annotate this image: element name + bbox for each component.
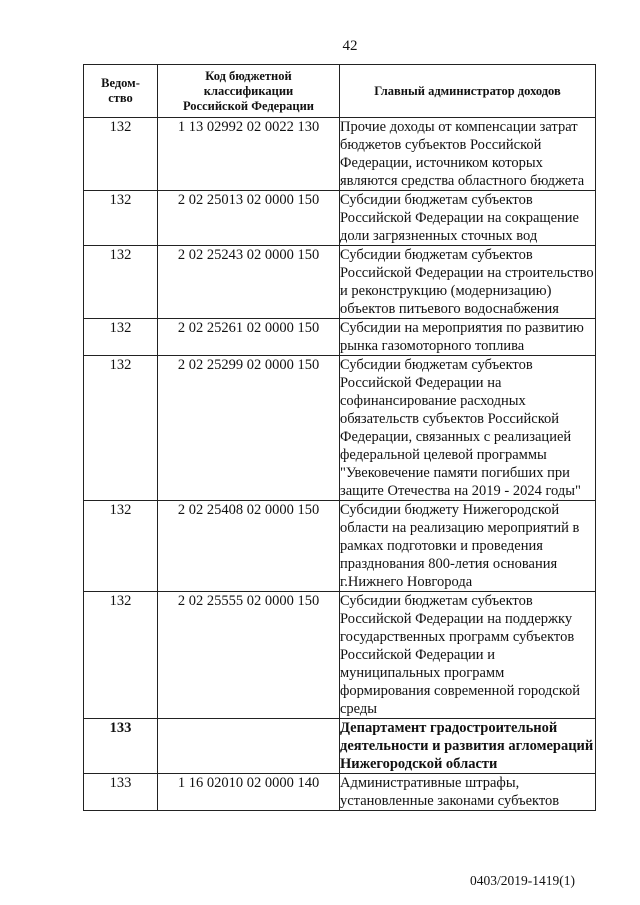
revenue-administrators-table xyxy=(83,64,596,811)
table-row xyxy=(84,501,596,592)
row-code-cell: 2 02 25408 02 0000 150 xyxy=(158,501,340,592)
row-code-cell: 2 02 25243 02 0000 150 xyxy=(158,246,340,319)
row-department-cell: 132 xyxy=(84,118,158,191)
row-department-cell: 133 xyxy=(84,774,158,811)
row-code-cell: 2 02 25261 02 0000 150 xyxy=(158,319,340,356)
table-row xyxy=(84,246,596,319)
row-department-cell: 132 xyxy=(84,246,158,319)
row-department-cell: 133 xyxy=(84,719,158,774)
header-administrator: Главный администратор доходов xyxy=(340,65,596,118)
row-administrator-cell: Субсидии на мероприятия по развитию рынка газомоторного топлива xyxy=(340,319,596,356)
page-number: 42 xyxy=(342,38,358,54)
row-administrator-cell: Субсидии бюджетам субъектов Российской Федерации на поддержку государственных программ субъектов Российской Федерации и муниципальных программ формирования современной городской среды xyxy=(340,592,596,719)
row-administrator-cell: Субсидии бюджетам субъектов Российской Федерации на строительство и реконструкцию (модернизацию) объектов питьевого водоснабжения xyxy=(340,247,594,317)
row-department-cell: 132 xyxy=(84,501,158,592)
row-administrator-cell: Департамент градостроительной деятельности и развития агломераций Нижегородской области xyxy=(340,719,596,774)
header-department: Ведом- ство xyxy=(84,65,158,118)
row-code-cell: 2 02 25555 02 0000 150 xyxy=(158,592,340,719)
table-row xyxy=(84,774,596,811)
row-administrator-cell: Субсидии бюджетам субъектов Российской Федерации на сокращение доли загрязненных сточных вод xyxy=(340,191,596,246)
table-row xyxy=(84,191,596,246)
row-department-cell: 132 xyxy=(84,592,158,719)
table-header-row xyxy=(84,65,596,118)
header-code: Код бюджетной классификации Российской Федерации xyxy=(158,65,340,118)
table-row xyxy=(84,356,596,501)
row-department-cell: 132 xyxy=(84,191,158,246)
row-department-cell: 132 xyxy=(84,356,158,501)
row-code-cell xyxy=(158,719,340,774)
row-administrator-cell: Субсидии бюджету Нижегородской области на реализацию мероприятий в рамках подготовки и проведения празднования 800-летия основания г.Нижнего Новгорода xyxy=(340,501,596,592)
row-administrator-cell: Субсидии бюджетам субъектов Российской Федерации на софинансирование расходных обязательств субъектов Российской Федерации, связанных с реализацией федеральной целевой программы "Увековечение памяти погибших при защите Отечества на 2019 - 2024 годы" xyxy=(340,356,596,501)
row-code-cell: 1 13 02992 02 0022 130 xyxy=(158,118,340,191)
table-row xyxy=(84,592,596,719)
row-administrator-cell: Административные штрафы, установленные законами субъектов xyxy=(340,774,596,811)
row-administrator-cell: Прочие доходы от компенсации затрат бюджетов субъектов Российской Федерации, источником которых являются средства областного бюджета xyxy=(340,118,596,191)
row-code-cell: 1 16 02010 02 0000 140 xyxy=(158,774,340,811)
row-department-cell: 132 xyxy=(84,319,158,356)
row-code-cell: 2 02 25299 02 0000 150 xyxy=(158,356,340,501)
table-row xyxy=(84,319,596,356)
document-footer-id: 0403/2019-1419(1) xyxy=(470,873,575,888)
row-code-cell: 2 02 25013 02 0000 150 xyxy=(158,191,340,246)
table-row xyxy=(84,118,596,191)
table-row xyxy=(84,719,596,774)
